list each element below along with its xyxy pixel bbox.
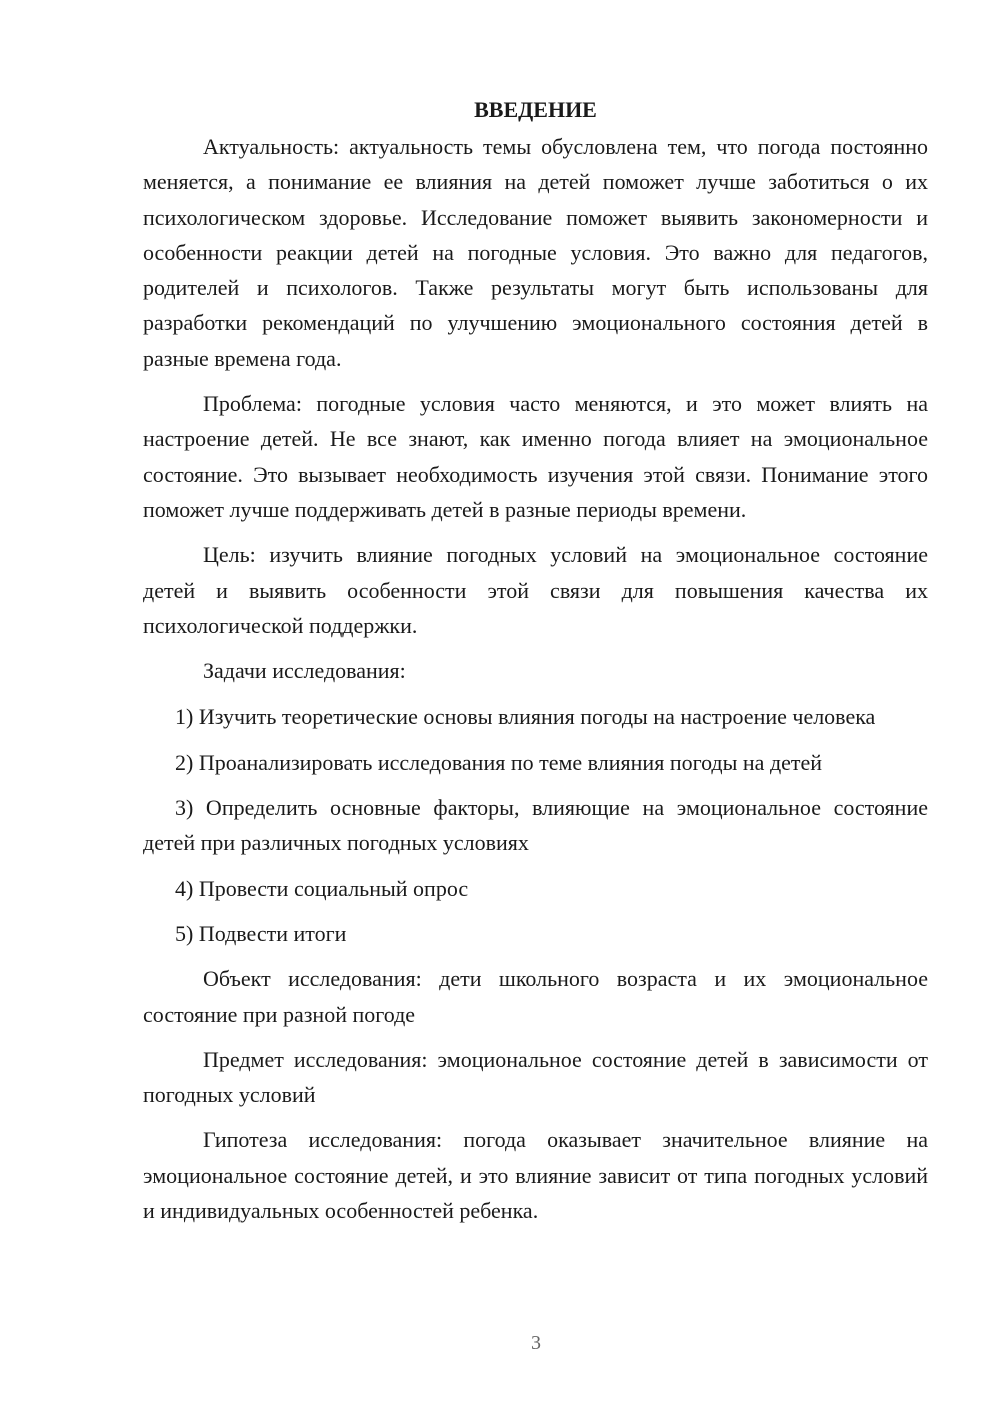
- paragraph-object: Объект исследования: дети школьного возраста и их эмоциональное состояние при разной погоде: [143, 966, 928, 1027]
- page-number: 3: [531, 1332, 541, 1354]
- paragraph-goal: Цель: изучить влияние погодных условий на эмоциональное состояние детей и выявить особенности этой связи для повышения качества их психологической поддержки.: [143, 542, 928, 638]
- tasks-title: Задачи исследования:: [203, 658, 406, 684]
- task-item-5: 5) Подвести итоги: [175, 920, 347, 946]
- task-list: [143, 699, 928, 951]
- paragraph-subject: Предмет исследования: эмоциональное состояние детей в зависимости от погодных условий: [143, 1046, 928, 1108]
- section-title: ВВЕДЕНИЕ: [474, 97, 597, 122]
- paragraph-hypothesis: Гипотеза исследования: погода оказывает значительное влияние на эмоциональное состояние детей, и это влияние зависит от типа погодных условий и индивидуальных особенностей ребенка.: [143, 1127, 928, 1224]
- document-page: [143, 92, 928, 1238]
- paragraph-relevance: Актуальность: актуальность темы обусловлена тем, что погода постоянно меняется, а понимание ее влияния на детей поможет лучше заботиться о их психологическом здоровье. Исследование поможет выявить закономерности и особенности реакции детей на погодные условия. Это важно для педагогов, родителей и психологов. Также результаты могут быть использованы для разработки рекомендаций по улучшению эмоционального состояния детей в разные времена года.: [143, 134, 928, 371]
- task-item-2: 2) Проанализировать исследования по теме влияния погоды на детей: [175, 749, 823, 775]
- paragraph-problem: Проблема: погодные условия часто меняются, и это может влиять на настроение детей. Не все знают, как именно погода влияет на эмоциональное состояние. Это вызывает необходимость изучения этой связи. Понимание этого поможет лучше поддерживать детей в разные периоды времени.: [143, 391, 928, 522]
- task-item-1: 1) Изучить теоретические основы влияния погоды на настроение человека: [175, 704, 876, 730]
- task-item-3: 3) Определить основные факторы, влияющие на эмоциональное состояние детей при различных погодных условиях: [143, 795, 928, 856]
- task-item-4: 4) Провести социальный опрос: [175, 875, 469, 901]
